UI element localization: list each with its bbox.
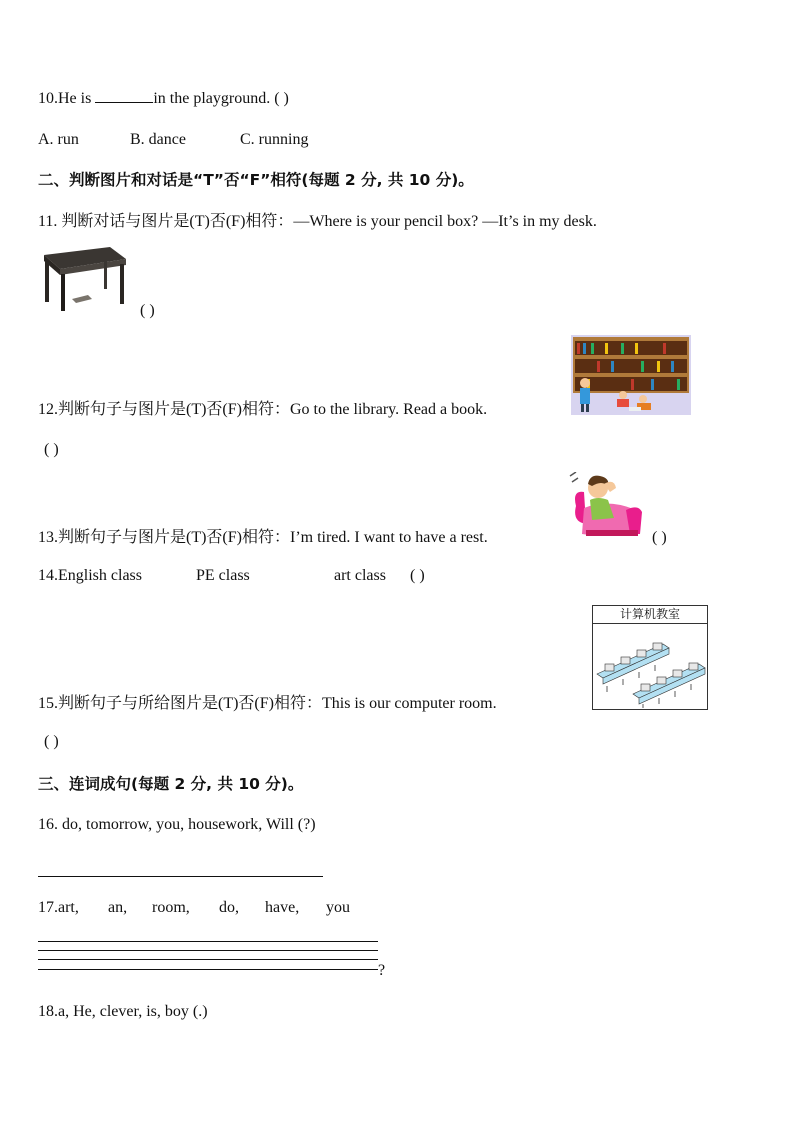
library-image <box>571 335 691 415</box>
q14-art-class: art class <box>334 567 386 584</box>
tired-person-image <box>568 472 644 542</box>
q15-paren: ( ) <box>44 733 59 750</box>
computer-room-caption: 计算机教室 <box>593 606 707 624</box>
q15-text: 15.判断句子与所给图片是(T)否(F)相符：This is our computer room. <box>38 695 497 712</box>
q17-answer-line-3 <box>38 959 378 960</box>
section2-title: 二、判断图片和对话是“T”否“F”相符(每题 2 分, 共 10 分)。 <box>38 171 474 189</box>
q17-answer-line-2 <box>38 950 378 951</box>
q16-answer-line <box>38 876 323 877</box>
q12-text: 12.判断句子与图片是(T)否(F)相符：Go to the library. Read a book. <box>38 401 488 418</box>
q10-option-c: C. running <box>240 131 309 148</box>
q18-text: 18.a, He, clever, is, boy (.) <box>38 1003 208 1020</box>
q10-post: in the playground. ( ) <box>153 90 289 107</box>
q10-line <box>38 88 289 109</box>
section3-title: 三、连词成句(每题 2 分, 共 10 分)。 <box>38 775 304 793</box>
q17-answer-line-1 <box>38 941 378 942</box>
q17-word-4: do, <box>219 899 239 916</box>
q17-word-6: you <box>326 899 350 916</box>
q11-paren: ( ) <box>140 302 155 319</box>
computer-room-drawing <box>593 624 707 710</box>
q14-english-class: 14.English class <box>38 567 142 584</box>
q16-text: 16. do, tomorrow, you, housework, Will (?) <box>38 816 316 833</box>
q13-paren: ( ) <box>652 529 667 546</box>
q14-paren: ( ) <box>410 567 425 584</box>
q10-blank <box>95 88 153 103</box>
q10-pre: 10.He is <box>38 90 96 107</box>
q11-text: 11. 判断对话与图片是(T)否(F)相符：—Where is your pencil box? —It’s in my desk. <box>38 213 597 230</box>
desk-image <box>40 245 128 313</box>
q10-option-a: A. run <box>38 131 79 148</box>
q12-paren: ( ) <box>44 441 59 458</box>
q10-option-b: B. dance <box>130 131 186 148</box>
q17-word-5: have, <box>265 899 300 916</box>
q13-text: 13.判断句子与图片是(T)否(F)相符：I’m tired. I want to have a rest. <box>38 529 488 546</box>
q17-word-3: room, <box>152 899 190 916</box>
q14-pe-class: PE class <box>196 567 250 584</box>
q17-answer-line-4 <box>38 969 378 970</box>
computer-room-image <box>592 605 708 710</box>
q17-end-mark: ? <box>378 962 386 979</box>
q17-word-1: 17.art, <box>38 899 79 916</box>
q17-word-2: an, <box>108 899 128 916</box>
